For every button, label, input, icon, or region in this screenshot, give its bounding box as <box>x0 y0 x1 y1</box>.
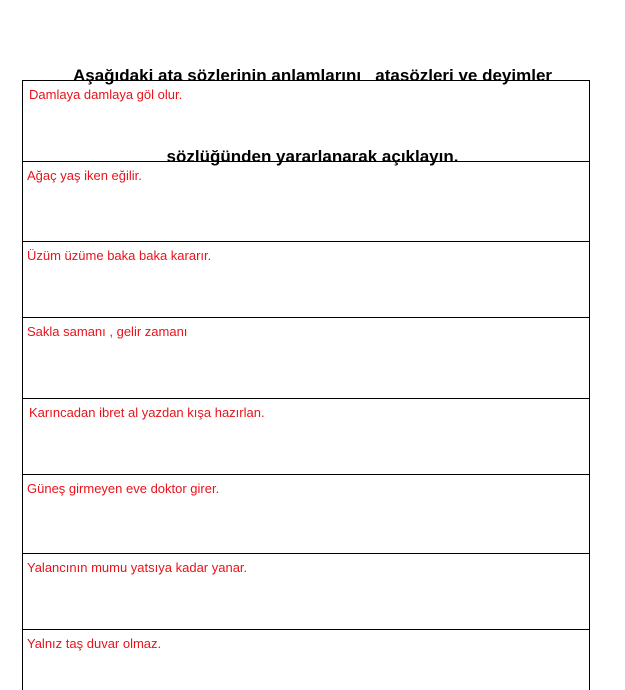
proverb-text: Karıncadan ibret al yazdan kışa hazırlan. <box>29 405 265 420</box>
proverb-text: Damlaya damlaya göl olur. <box>29 87 183 102</box>
proverb-text: Ağaç yaş iken eğilir. <box>27 168 142 183</box>
proverb-row[interactable] <box>23 318 589 399</box>
proverb-text: Güneş girmeyen eve doktor girer. <box>27 481 220 496</box>
proverb-text: Üzüm üzüme baka baka kararır. <box>27 248 212 263</box>
proverb-row[interactable] <box>23 399 589 475</box>
proverb-row[interactable] <box>23 630 589 690</box>
proverb-text: Yalancının mumu yatsıya kadar yanar. <box>27 560 248 575</box>
proverb-row[interactable] <box>23 162 589 242</box>
proverb-row[interactable] <box>23 475 589 554</box>
proverb-row[interactable] <box>23 81 589 162</box>
proverb-row[interactable] <box>23 554 589 630</box>
instructions-line-2: sözlüğünden yararlanarak açıklayın. <box>166 147 459 166</box>
instructions-line-1: Aşağıdaki ata sözlerinin anlamlarını atasözleri ve deyimler <box>72 66 553 85</box>
proverb-text: Sakla samanı , gelir zamanı <box>27 324 188 339</box>
proverb-row[interactable] <box>23 242 589 318</box>
proverb-text: Yalnız taş duvar olmaz. <box>27 636 162 651</box>
proverbs-table <box>22 80 590 690</box>
